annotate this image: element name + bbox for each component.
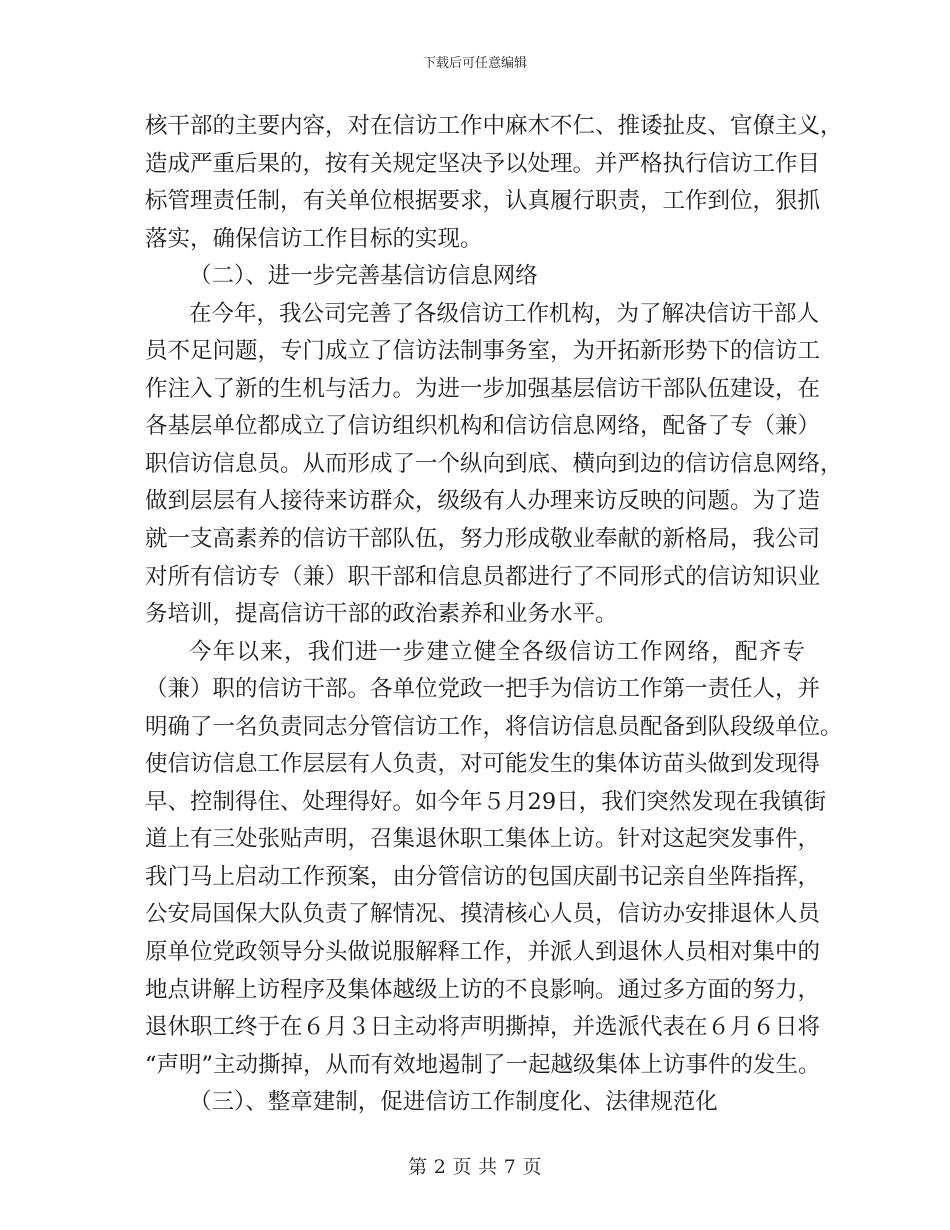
text-line: 标管理责任制，有关单位根据要求，认真履行职责，工作到位，狠抓 [145,188,821,215]
document-body [145,108,843,1122]
text-line: 道上有三处张贴声明，召集退休职工集体上访。针对这起突发事件， [145,826,821,853]
text-line: 各基层单位都成立了信访组织机构和信访信息网络，配备了专（兼） [145,413,821,440]
text-line: 早、控制得住、处理得好。如今年５月29日，我们突然发现在我镇街 [145,788,827,815]
text-line: 就一支高素养的信访干部队伍，努力形成敬业奉献的新格局，我公司 [145,526,821,553]
text-line: 务培训，提高信访干部的政治素养和业务水平。 [145,601,618,628]
text-line: 公安局国保大队负责了解情况、摸清核心人员，信访办安排退休人员 [145,901,821,928]
page-number: 第 2 页 共 7 页 [408,1156,542,1178]
text-line: 作注入了新的生机与活力。为进一步加强基层信访干部队伍建设，在 [145,375,821,402]
text-line: 做到层层有人接待来访群众，级级有人办理来访反映的问题。为了造 [145,488,821,515]
text-line: 员不足问题，专门成立了信访法制事务室，为开拓新形势下的信访工 [145,338,821,365]
text-line: 我门马上启动工作预案，由分管信访的包国庆副书记亲自坐阵指挥， [145,863,821,890]
text-line: 地点讲解上访程序及集体越级上访的不良影响。通过多方面的努力， [145,976,821,1003]
text-line: 对所有信访专（兼）职干部和信息员都进行了不同形式的信访知识业 [145,563,821,590]
section-heading: （三）、整章建制，促进信访工作制度化、法律规范化 [189,1089,718,1116]
text-line: 造成严重后果的，按有关规定坚决予以处理。并严格执行信访工作目 [145,150,821,177]
text-line: 使信访信息工作层层有人负责，对可能发生的集体访苗头做到发现得 [145,751,821,778]
text-line: （兼）职的信访干部。各单位党政一把手为信访工作第一责任人，并 [145,676,821,703]
text-line: 职信访信息员。从而形成了一个纵向到底、横向到边的信访信息网络， [145,450,843,477]
page-header: 下载后可任意编辑 [422,56,527,71]
text-line: 落实，确保信访工作目标的实现。 [145,225,483,252]
text-line: 核干部的主要内容，对在信访工作中麻木不仁、推诿扯皮、官僚主义， [145,113,843,139]
text-line: 退休职工终于在６月３日主动将声明撕掉，并选派代表在６月６日将 [145,1014,821,1041]
text-line: 原单位党政领导分头做说服解释工作，并派人到退休人员相对集中的 [145,939,821,966]
text-line: 在今年，我公司完善了各级信访工作机构，为了解决信访干部人 [189,300,820,327]
text-line: 今年以来，我们进一步建立健全各级信访工作网络，配齐专 [189,638,805,665]
section-heading: （二）、进一步完善基信访信息网络 [189,263,538,290]
text-line: 明确了一名负责同志分管信访工作，将信访信息员配备到队段级单位。 [145,713,843,740]
text-line: “声明”主动撕掉，从而有效地遏制了一起越级集体上访事件的发生。 [145,1051,821,1078]
